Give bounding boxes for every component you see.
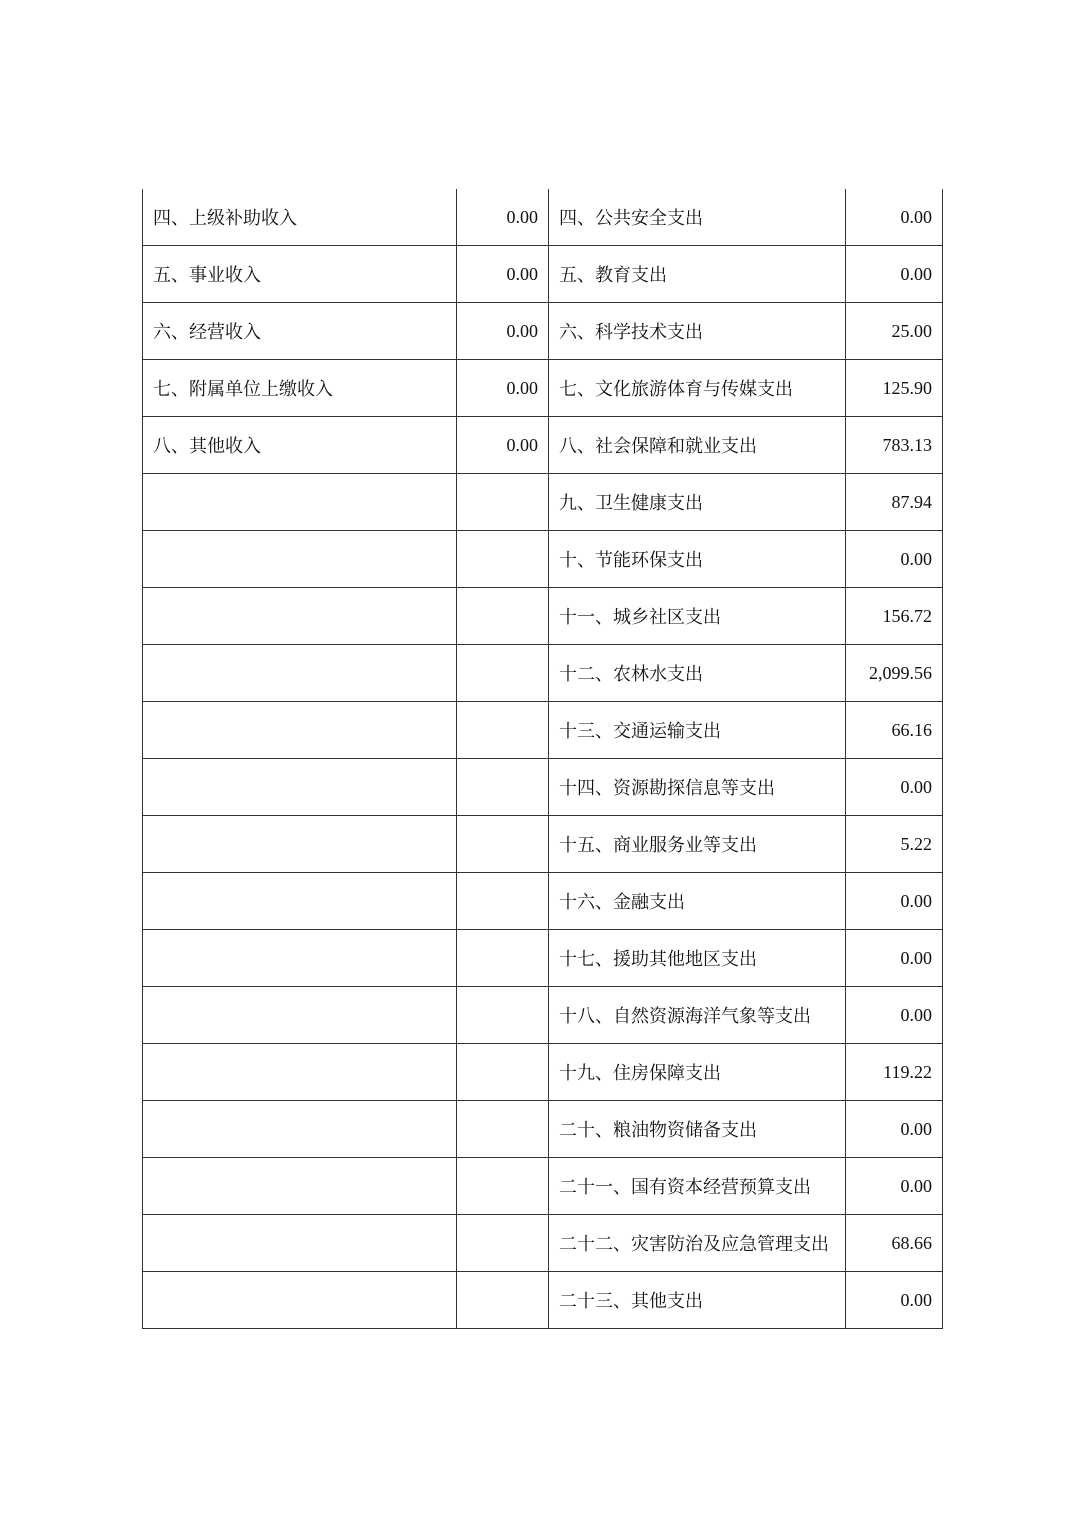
table-row bbox=[143, 417, 943, 474]
income-item-cell: 七、附属单位上缴收入 bbox=[143, 360, 457, 417]
income-item-cell bbox=[143, 1272, 457, 1329]
income-item-cell: 五、事业收入 bbox=[143, 246, 457, 303]
expense-item-cell: 七、文化旅游体育与传媒支出 bbox=[549, 360, 846, 417]
table-row bbox=[143, 531, 943, 588]
table-row bbox=[143, 873, 943, 930]
expense-item-cell: 五、教育支出 bbox=[549, 246, 846, 303]
expense-item-cell: 二十、粮油物资储备支出 bbox=[549, 1101, 846, 1158]
income-amount-cell bbox=[457, 645, 549, 702]
expense-item-cell: 十一、城乡社区支出 bbox=[549, 588, 846, 645]
income-amount-cell bbox=[457, 816, 549, 873]
expense-item-cell: 十五、商业服务业等支出 bbox=[549, 816, 846, 873]
table-row bbox=[143, 702, 943, 759]
table-body bbox=[143, 189, 943, 1329]
expense-item-cell: 四、公共安全支出 bbox=[549, 189, 846, 246]
income-amount-cell bbox=[457, 873, 549, 930]
expense-item-cell: 十六、金融支出 bbox=[549, 873, 846, 930]
expense-item-cell: 十七、援助其他地区支出 bbox=[549, 930, 846, 987]
expense-amount-cell: 0.00 bbox=[846, 987, 943, 1044]
expense-amount-cell: 0.00 bbox=[846, 1101, 943, 1158]
income-amount-cell: 0.00 bbox=[457, 189, 549, 246]
budget-table bbox=[142, 189, 943, 1329]
table-row bbox=[143, 246, 943, 303]
income-item-cell bbox=[143, 1215, 457, 1272]
expense-item-cell: 十八、自然资源海洋气象等支出 bbox=[549, 987, 846, 1044]
expense-item-cell: 二十三、其他支出 bbox=[549, 1272, 846, 1329]
income-amount-cell: 0.00 bbox=[457, 303, 549, 360]
income-item-cell bbox=[143, 1101, 457, 1158]
table-row bbox=[143, 360, 943, 417]
expense-amount-cell: 2,099.56 bbox=[846, 645, 943, 702]
table-row bbox=[143, 588, 943, 645]
expense-amount-cell: 0.00 bbox=[846, 531, 943, 588]
income-item-cell bbox=[143, 873, 457, 930]
income-amount-cell: 0.00 bbox=[457, 246, 549, 303]
income-amount-cell bbox=[457, 1101, 549, 1158]
expense-item-cell: 十二、农林水支出 bbox=[549, 645, 846, 702]
income-amount-cell bbox=[457, 531, 549, 588]
expense-amount-cell: 156.72 bbox=[846, 588, 943, 645]
income-amount-cell: 0.00 bbox=[457, 417, 549, 474]
table-row bbox=[143, 1272, 943, 1329]
income-amount-cell bbox=[457, 930, 549, 987]
table-row bbox=[143, 759, 943, 816]
expense-amount-cell: 0.00 bbox=[846, 930, 943, 987]
expense-amount-cell: 5.22 bbox=[846, 816, 943, 873]
expense-amount-cell: 87.94 bbox=[846, 474, 943, 531]
expense-item-cell: 二十二、灾害防治及应急管理支出 bbox=[549, 1215, 846, 1272]
expense-item-cell: 六、科学技术支出 bbox=[549, 303, 846, 360]
income-item-cell bbox=[143, 1044, 457, 1101]
expense-item-cell: 二十一、国有资本经营预算支出 bbox=[549, 1158, 846, 1215]
table-row bbox=[143, 1215, 943, 1272]
expense-amount-cell: 0.00 bbox=[846, 189, 943, 246]
expense-amount-cell: 66.16 bbox=[846, 702, 943, 759]
table-row bbox=[143, 1044, 943, 1101]
table-row bbox=[143, 987, 943, 1044]
expense-amount-cell: 0.00 bbox=[846, 246, 943, 303]
income-item-cell bbox=[143, 987, 457, 1044]
income-item-cell bbox=[143, 474, 457, 531]
income-item-cell bbox=[143, 759, 457, 816]
expense-amount-cell: 0.00 bbox=[846, 759, 943, 816]
expense-item-cell: 十、节能环保支出 bbox=[549, 531, 846, 588]
income-amount-cell bbox=[457, 759, 549, 816]
income-amount-cell bbox=[457, 702, 549, 759]
income-item-cell bbox=[143, 930, 457, 987]
table-row bbox=[143, 930, 943, 987]
income-amount-cell bbox=[457, 1158, 549, 1215]
income-amount-cell bbox=[457, 474, 549, 531]
expense-amount-cell: 0.00 bbox=[846, 1272, 943, 1329]
expense-item-cell: 十九、住房保障支出 bbox=[549, 1044, 846, 1101]
income-item-cell bbox=[143, 645, 457, 702]
table-row bbox=[143, 816, 943, 873]
expense-amount-cell: 119.22 bbox=[846, 1044, 943, 1101]
expense-amount-cell: 68.66 bbox=[846, 1215, 943, 1272]
income-item-cell: 八、其他收入 bbox=[143, 417, 457, 474]
income-amount-cell bbox=[457, 588, 549, 645]
expense-item-cell: 九、卫生健康支出 bbox=[549, 474, 846, 531]
expense-amount-cell: 0.00 bbox=[846, 1158, 943, 1215]
table-row bbox=[143, 645, 943, 702]
income-amount-cell bbox=[457, 987, 549, 1044]
income-item-cell bbox=[143, 1158, 457, 1215]
income-amount-cell bbox=[457, 1272, 549, 1329]
income-amount-cell bbox=[457, 1215, 549, 1272]
expense-amount-cell: 783.13 bbox=[846, 417, 943, 474]
expense-item-cell: 十三、交通运输支出 bbox=[549, 702, 846, 759]
income-item-cell: 六、经营收入 bbox=[143, 303, 457, 360]
income-item-cell bbox=[143, 816, 457, 873]
expense-amount-cell: 0.00 bbox=[846, 873, 943, 930]
table-row bbox=[143, 474, 943, 531]
income-item-cell bbox=[143, 702, 457, 759]
table-row bbox=[143, 189, 943, 246]
table-row bbox=[143, 303, 943, 360]
table-row bbox=[143, 1158, 943, 1215]
expense-item-cell: 十四、资源勘探信息等支出 bbox=[549, 759, 846, 816]
income-item-cell bbox=[143, 588, 457, 645]
income-item-cell: 四、上级补助收入 bbox=[143, 189, 457, 246]
expense-item-cell: 八、社会保障和就业支出 bbox=[549, 417, 846, 474]
expense-amount-cell: 25.00 bbox=[846, 303, 943, 360]
income-amount-cell bbox=[457, 1044, 549, 1101]
income-item-cell bbox=[143, 531, 457, 588]
table-row bbox=[143, 1101, 943, 1158]
expense-amount-cell: 125.90 bbox=[846, 360, 943, 417]
income-amount-cell: 0.00 bbox=[457, 360, 549, 417]
